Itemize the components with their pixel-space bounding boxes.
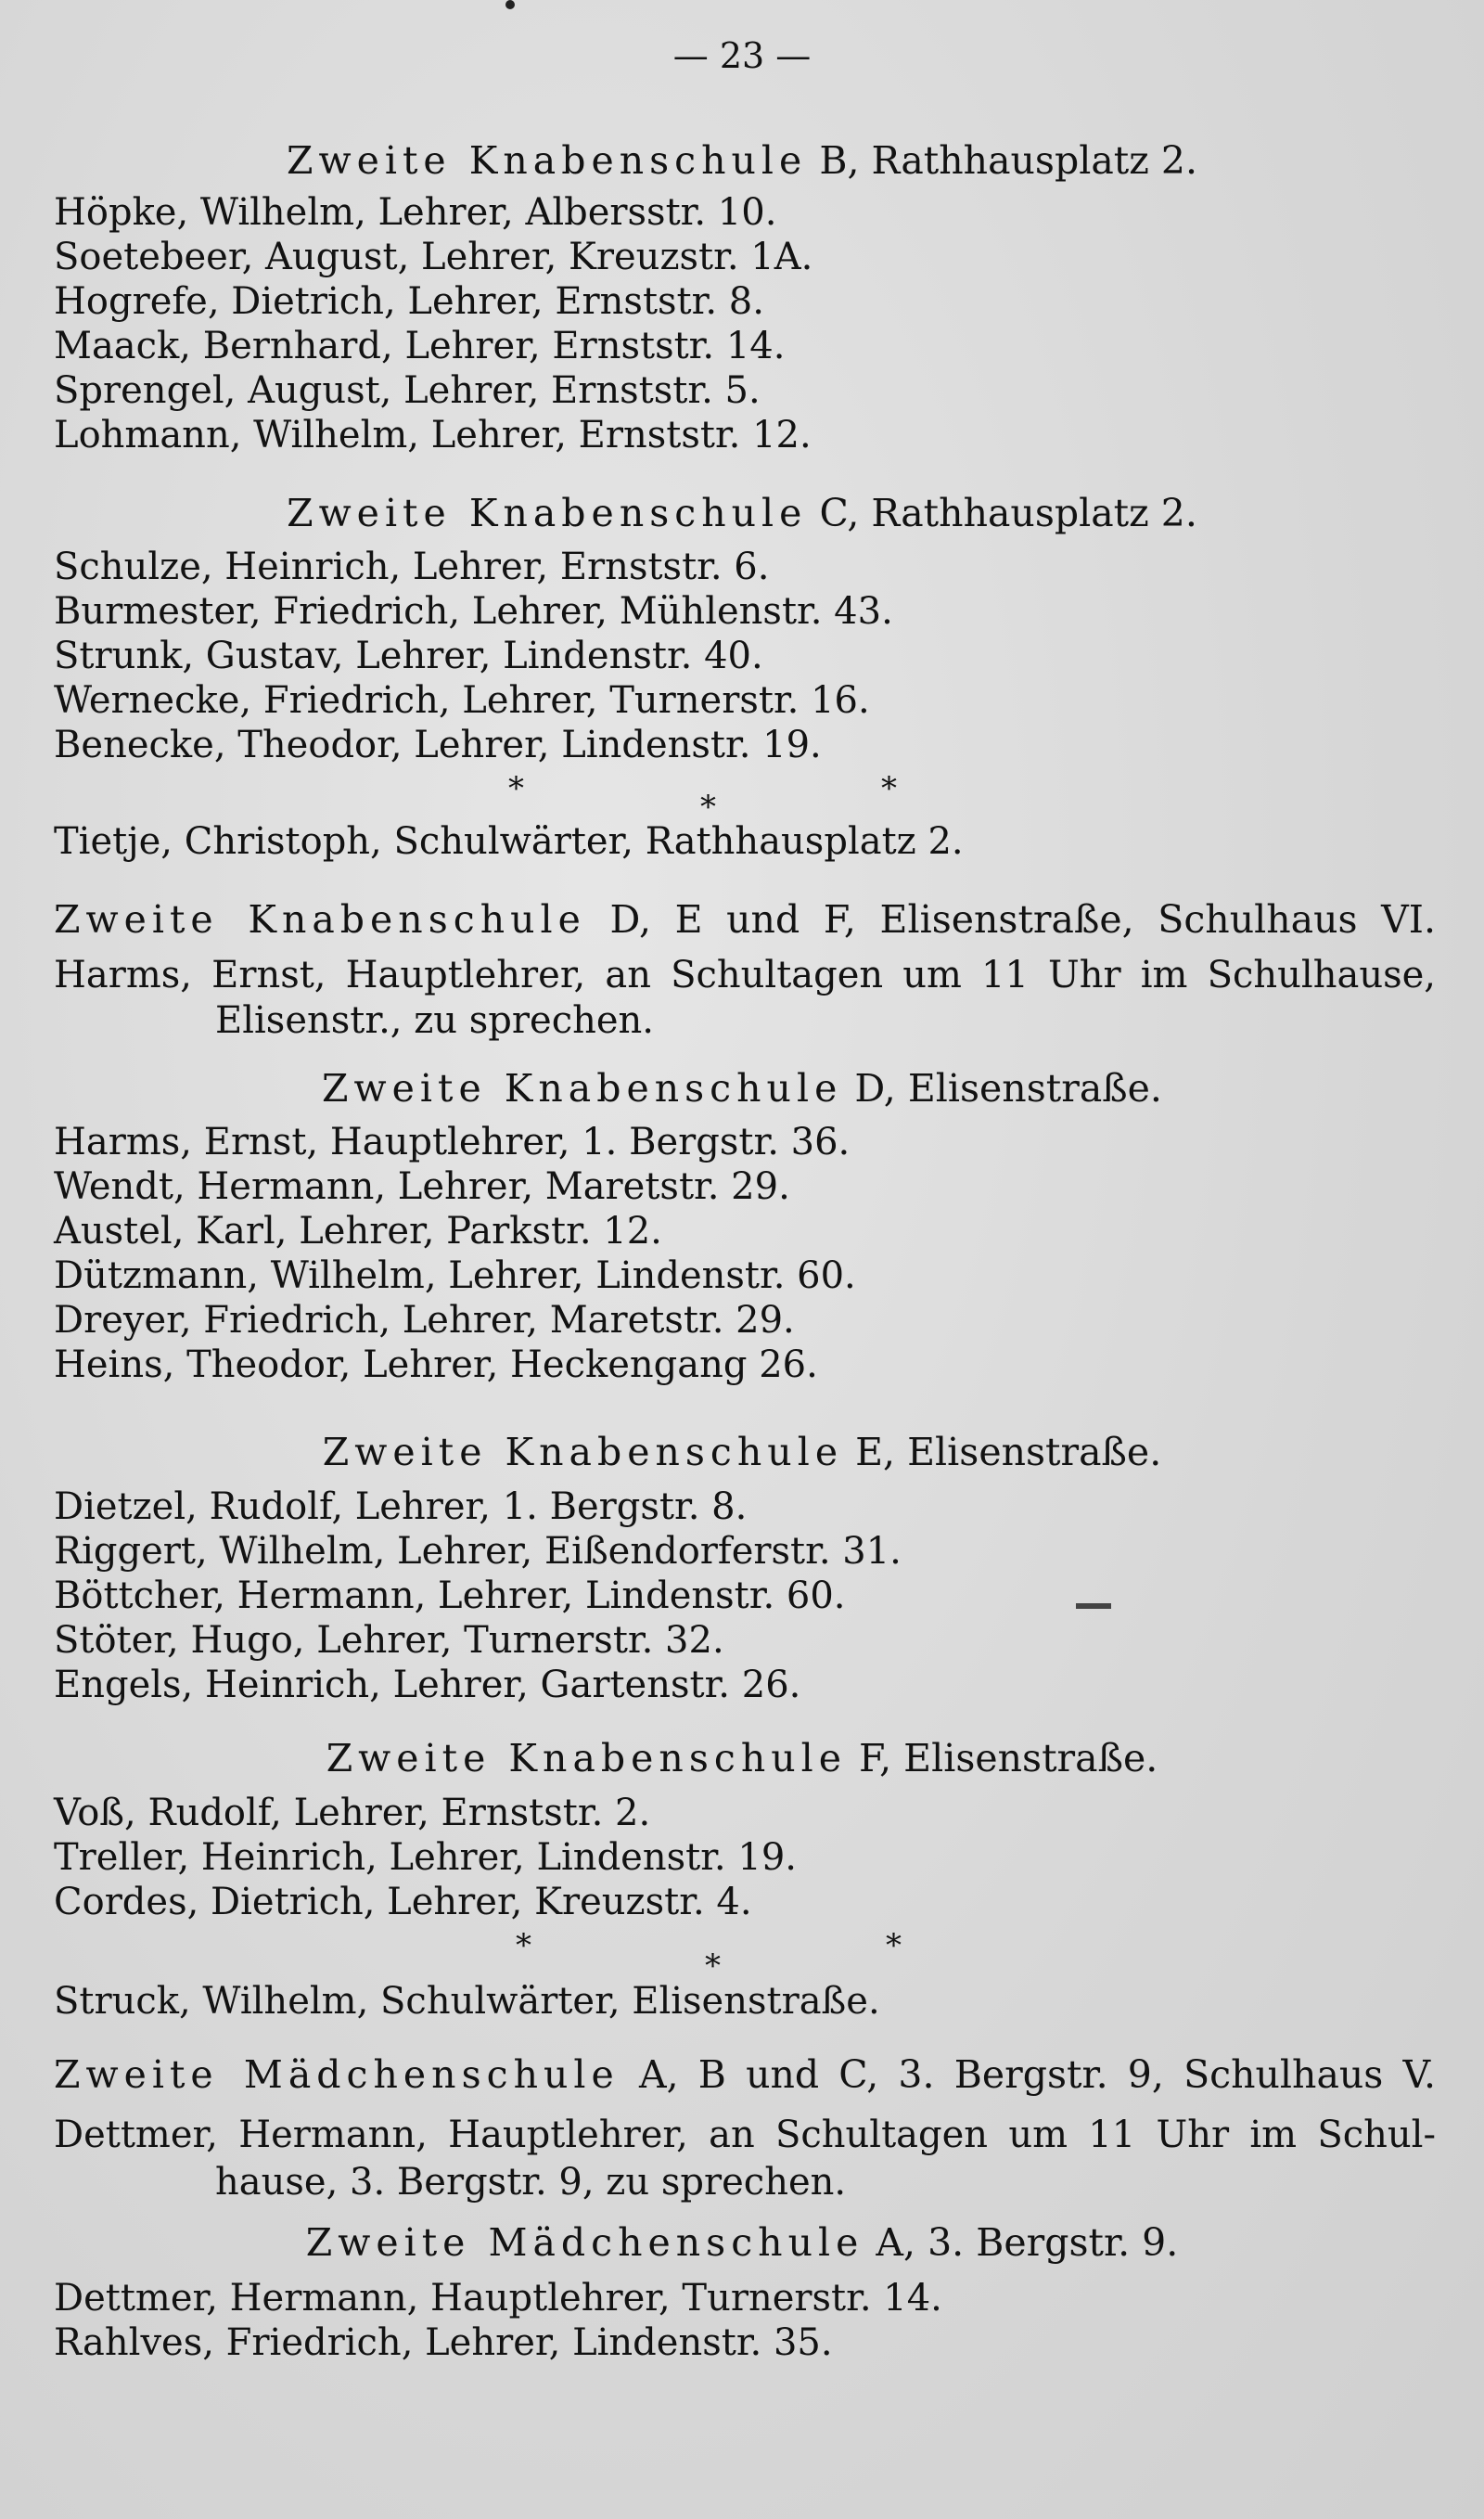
group-note-line: Elisenstr., zu sprechen.: [215, 999, 655, 1042]
section-heading-c: Zweite Knabenschule C, Rathhausplatz 2.: [287, 491, 1197, 535]
janitor-line: Tietje, Christoph, Schulwärter, Rathhausplatz 2.: [54, 820, 964, 863]
section-heading-girls-a: Zweite Mädchenschule A, 3. Bergstr. 9.: [305, 2220, 1179, 2265]
entry-line: Rahlves, Friedrich, Lehrer, Lindenstr. 35.: [54, 2321, 833, 2364]
asterisk: *: [508, 770, 524, 807]
entry-line: Wernecke, Friedrich, Lehrer, Turnerstr. 16.: [54, 679, 870, 722]
entry-line: Hogrefe, Dietrich, Lehrer, Ernststr. 8.: [54, 280, 764, 323]
entry-line: Cordes, Dietrich, Lehrer, Kreuzstr. 4.: [54, 1881, 752, 1923]
entry-line: Soetebeer, August, Lehrer, Kreuzstr. 1A.: [54, 236, 813, 278]
entry-line: Stöter, Hugo, Lehrer, Turnerstr. 32.: [54, 1619, 724, 1662]
entry-line: Engels, Heinrich, Lehrer, Gartenstr. 26.: [54, 1664, 801, 1706]
asterisk: *: [881, 770, 897, 807]
entry-line: Dettmer, Hermann, Hauptlehrer, Turnerstr. 14.: [54, 2277, 942, 2320]
group-heading-girls: Zweite Mädchenschule A, B und C, 3. Bergstr. 9, Schulhaus V.: [54, 2052, 1436, 2097]
asterisk-separator: [0, 770, 1484, 826]
entry-line: Treller, Heinrich, Lehrer, Lindenstr. 19.: [54, 1836, 797, 1879]
entry-line: Sprengel, August, Lehrer, Ernststr. 5.: [54, 369, 761, 412]
asterisk: *: [705, 1947, 721, 1985]
asterisk: *: [700, 789, 716, 826]
page-number: — 23 —: [672, 35, 812, 76]
section-heading-f: Zweite Knabenschule F, Elisenstraße.: [326, 1736, 1158, 1780]
entry-line: Benecke, Theodor, Lehrer, Lindenstr. 19.: [54, 724, 822, 766]
entry-line: Dützmann, Wilhelm, Lehrer, Lindenstr. 60.: [54, 1254, 856, 1297]
entry-line: Voß, Rudolf, Lehrer, Ernststr. 2.: [54, 1792, 651, 1834]
group-note-line: Harms, Ernst, Hauptlehrer, an Schultagen um 11 Uhr im Schulhause,: [54, 954, 1436, 996]
entry-line: Dietzel, Rudolf, Lehrer, 1. Bergstr. 8.: [54, 1485, 748, 1528]
print-mark: [1076, 1603, 1111, 1609]
janitor-line: Struck, Wilhelm, Schulwärter, Elisenstraße.: [54, 1980, 880, 2023]
entry-line: Maack, Bernhard, Lehrer, Ernststr. 14.: [54, 325, 786, 367]
group-note-line: hause, 3. Bergstr. 9, zu sprechen.: [215, 2161, 847, 2204]
group-note-line: Dettmer, Hermann, Hauptlehrer, an Schultagen um 11 Uhr im Schul-: [54, 2114, 1436, 2156]
asterisk: *: [886, 1927, 902, 1964]
section-heading-b: Zweite Knabenschule B, Rathhausplatz 2.: [286, 138, 1198, 183]
asterisk: *: [516, 1927, 531, 1964]
entry-line: Austel, Karl, Lehrer, Parkstr. 12.: [54, 1210, 662, 1253]
entry-line: Böttcher, Hermann, Lehrer, Lindenstr. 60.: [54, 1574, 846, 1617]
asterisk-separator: [0, 1927, 1484, 1983]
entry-line: Strunk, Gustav, Lehrer, Lindenstr. 40.: [54, 635, 763, 677]
entry-line: Heins, Theodor, Lehrer, Heckengang 26.: [54, 1343, 818, 1386]
entry-line: Harms, Ernst, Hauptlehrer, 1. Bergstr. 36.: [54, 1121, 851, 1163]
entry-line: Schulze, Heinrich, Lehrer, Ernststr. 6.: [54, 546, 770, 588]
entry-line: Wendt, Hermann, Lehrer, Maretstr. 29.: [54, 1165, 790, 1208]
entry-line: Dreyer, Friedrich, Lehrer, Maretstr. 29.: [54, 1299, 795, 1342]
section-heading-e: Zweite Knabenschule E, Elisenstraße.: [322, 1430, 1162, 1474]
entry-line: Lohmann, Wilhelm, Lehrer, Ernststr. 12.: [54, 414, 812, 456]
group-heading-def: Zweite Knabenschule D, E und F, Elisenstraße, Schulhaus VI.: [54, 897, 1436, 942]
section-heading-d: Zweite Knabenschule D, Elisenstraße.: [322, 1066, 1162, 1111]
entry-line: Riggert, Wilhelm, Lehrer, Eißendorferstr. 31.: [54, 1530, 902, 1573]
entry-line: Höpke, Wilhelm, Lehrer, Albersstr. 10.: [54, 191, 777, 234]
ink-speck: [505, 0, 515, 9]
entry-line: Burmester, Friedrich, Lehrer, Mühlenstr. 43.: [54, 590, 893, 633]
